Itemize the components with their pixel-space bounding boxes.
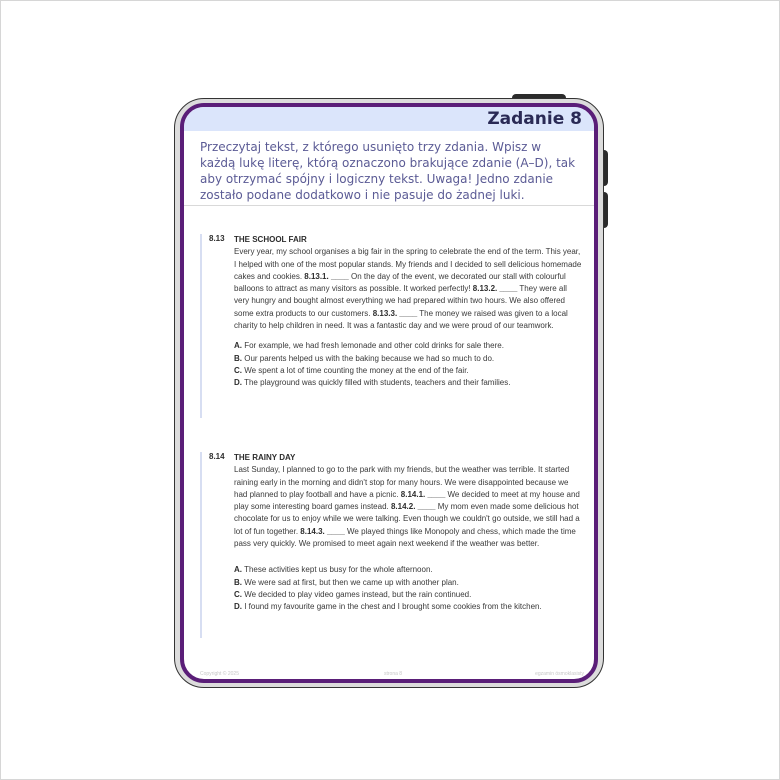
exercise-title: THE RAINY DAY [234, 453, 296, 462]
text-segment: They were all very hungry and bought almost everything we had prepared within two hours. We also offered some extra products to our customers. [234, 284, 567, 318]
task-instructions: Przeczytaj tekst, z którego usunięto trzy zdania. Wpisz w każdą lukę literę, którą oznaczono brakujące zdanie (A–D), tak aby otrzymać spójny i logiczny tekst. Uwaga! Jedno zdanie zostało podane dodatkowo i nie pasuje do żadnej luki. [200, 140, 576, 202]
exercise-title: THE SCHOOL FAIR [234, 235, 307, 244]
option-text: I found my favourite game in the chest and I brought some cookies from the kitchen. [242, 602, 542, 612]
option-b [234, 577, 582, 589]
task-title: Zadanie 8 [487, 109, 582, 129]
option-text: We were sad at first, but then we came up with another plan. [242, 577, 459, 587]
option-letter: A. [234, 565, 242, 575]
text-segment: We decided to meet at my house and play some interesting board games instead. [234, 489, 580, 512]
gap-8-13-2[interactable]: 8.13.2. ____ [472, 284, 518, 294]
footer-copyright: Copyright © 2025 [200, 671, 239, 677]
option-text: We spent a lot of time counting the money at the end of the fair. [242, 365, 469, 375]
option-text: Our parents helped us with the baking because we had so much to do. [242, 353, 495, 363]
option-letter: C. [234, 365, 242, 375]
option-text: The playground was quickly filled with students, teachers and their families. [242, 378, 511, 388]
gap-8-14-1[interactable]: 8.14.1. ____ [400, 489, 446, 499]
exercise-side-bar [200, 452, 202, 638]
option-letter: C. [234, 589, 242, 599]
exercise-side-bar [200, 234, 202, 418]
text-segment: Every year, my school organises a big fair in the spring to celebrate the end of the term. This year, I helped with one of the most popular stands. My friends and I decided to sell delicious homemade cakes and cookies. [234, 247, 582, 281]
gap-8-13-1[interactable]: 8.13.1. ____ [304, 271, 349, 281]
text-segment: We played things like Monopoly and chess, which made the time pass very quickly. We promised to meet again next weekend if the weather was better. [234, 526, 576, 549]
page-footer [184, 669, 594, 679]
header-divider [184, 205, 594, 206]
option-c [234, 365, 582, 377]
footer-exam-name: egzamin ósmoklasisty [535, 671, 584, 677]
option-text: These activities kept us busy for the whole afternoon. [242, 565, 433, 575]
footer-page-number: strona 8 [384, 671, 403, 677]
option-letter: D. [234, 602, 242, 612]
header-band [184, 107, 594, 131]
option-text: We decided to play video games instead, but the rain continued. [242, 589, 472, 599]
options-list [234, 564, 582, 613]
gap-8-14-2[interactable]: 8.14.2. ____ [390, 502, 436, 512]
exercise-text [234, 464, 582, 550]
text-segment: The money we raised was given to a local charity to help children in need. It was a fantastic day and we were proud of our teamwork. [234, 308, 568, 331]
gap-8-14-3[interactable]: 8.14.3. ____ [300, 526, 345, 536]
tablet-screen [180, 103, 598, 683]
option-a [234, 340, 582, 352]
text-segment: On the day of the event, we decorated our stall with colourful balloons to attract as many visitors as possible. It worked perfectly! [234, 271, 566, 294]
option-a [234, 564, 582, 576]
text-segment: Last Sunday, I planned to go to the park with my friends, but the weather was terrible. It started raining early in the morning and didn't stop for many hours. We were disappointed because we had planned to play football and have a picnic. [234, 465, 570, 499]
exercise-body [234, 452, 582, 614]
option-c [234, 589, 582, 601]
option-d [234, 377, 582, 389]
option-letter: D. [234, 378, 242, 388]
exercise-body [234, 234, 582, 390]
options-list [234, 340, 582, 389]
exercise-number: 8.13 [209, 234, 225, 243]
option-d [234, 601, 582, 613]
option-letter: B. [234, 353, 242, 363]
gap-8-13-3[interactable]: 8.13.3. ____ [372, 308, 418, 318]
exercise-text [234, 246, 582, 332]
option-text: For example, we had fresh lemonade and other cold drinks for sale there. [242, 341, 504, 351]
text-segment: My mom even made some delicious hot chocolate for us to enjoy while we were talking. Even though we couldn't go outside, we still had a lot of fun together. [234, 502, 580, 536]
option-letter: A. [234, 341, 242, 351]
option-b [234, 353, 582, 365]
exercise-number: 8.14 [209, 452, 225, 461]
option-letter: B. [234, 577, 242, 587]
